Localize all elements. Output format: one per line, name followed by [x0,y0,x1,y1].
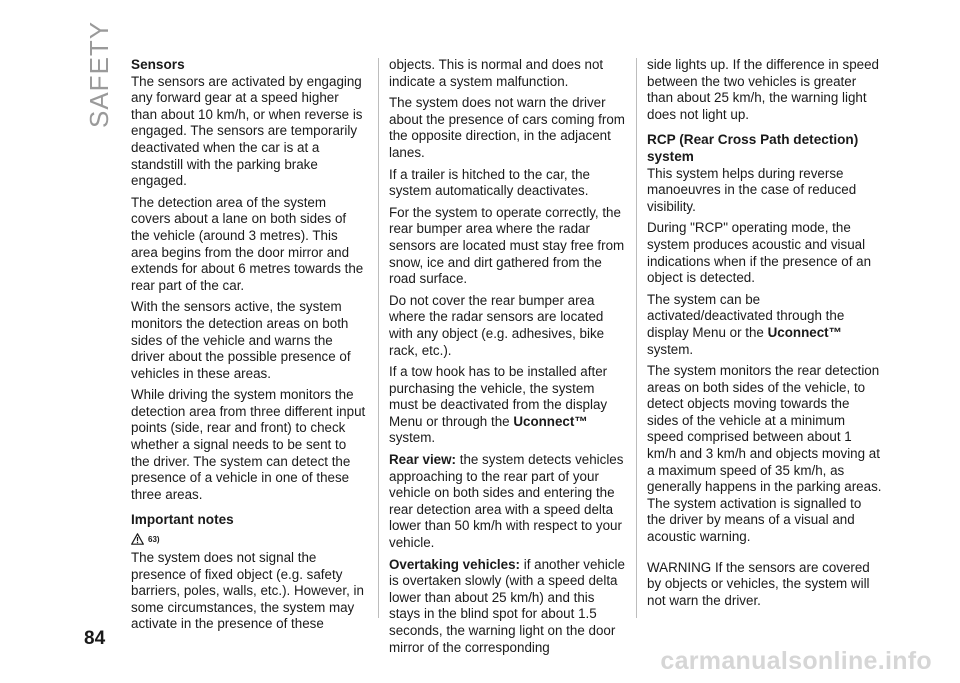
text: system. [647,341,694,357]
column-3 [647,57,883,614]
watermark: carmanualsonline.info [660,647,932,675]
paragraph: Do not cover the rear bumper area where the radar sensors are located with any object (e.g. adhesives, bike rack, etc.). [389,292,605,358]
warning-paragraph: WARNING If the sensors are covered by objects or vehicles, the system will not warn the driver. [647,559,870,608]
paragraph-rear-view [389,452,625,552]
paragraph-activation [647,292,883,358]
paragraph: With the sensors active, the system monitors the detection areas on both sides of the vehicle and warns the driver about the possible presence of vehicles in these areas. [131,299,351,381]
paragraph: During "RCP" operating mode, the system produces acoustic and visual indications when if the presence of an object is detected. [647,220,872,286]
text: if another vehicle is overtaken slowly (with a speed delta lower than about 25 km/h) and this stays in the blind spot for about 1.5 seconds, the warning light on the door mirror of the corresponding [389,556,625,655]
paragraph: The system monitors the rear detection areas on both sides of the vehicle, to detect objects moving towards the sides of the vehicle at a minimum speed comprised between about 1 km/h and 3 km/h and objects moving at a maximum speed of 35 km/h, as generally happens in the parking areas. The system activation is signalled to the driver by means of a visual and acoustic warning. [647,363,882,545]
warning-note [131,530,367,547]
text: the system detects vehicles approaching to the rear part of your vehicle on both sides and entering the rear detection area with a speed delta lower than 50 km/h with respect to your vehicle. [389,452,624,551]
column-2 [389,57,625,661]
heading-important-notes: Important notes [131,512,234,528]
section-tab [84,20,116,128]
uconnect-label: Uconnect™ [767,324,842,340]
warning-triangle-icon [131,533,144,545]
paragraph: The sensors are activated by engaging any forward gear at a speed higher than about 10 km/h, or when reverse is engaged. The sensors are temporarily deactivated when the car is at a standstill with the parking brake engaged. [131,73,363,189]
paragraph-tow-hook [389,364,625,447]
paragraph: While driving the system monitors the detection area from three different input points (side, rear and front) to check whether a signal needs to be sent to the driver. The system can detect the presence of a vehicle in one of these three areas. [131,387,366,502]
uconnect-label: Uconnect™ [513,413,588,429]
heading-rcp-system: RCP (Rear Cross Path detection) system [647,132,859,164]
text: If a tow hook has to be installed after purchasing the vehicle, the system must be deactivated from the display Menu or through the [389,364,608,429]
paragraph: This system helps during reverse manoeuvres in the case of reduced visibility. [647,165,857,214]
paragraph: side lights up. If the difference in speed between the two vehicles is greater than about 25 km/h, the warning light does not light up. [647,57,880,122]
paragraph-overtaking [389,557,625,657]
paragraph: The system does not signal the presence of fixed object (e.g. safety barriers, poles, walls, etc.). However, in some circumstances, the system may activate in the presence of these [131,550,364,632]
column-1 [131,57,367,638]
warning-reference: 63) [148,535,160,545]
text: system. [389,430,436,446]
term-rear-view: Rear view: [389,452,456,468]
page-number: 84 [84,628,106,649]
column-divider [636,58,637,618]
section-title: SAFETY [84,20,114,128]
paragraph: The system does not warn the driver about the presence of cars coming from the opposite direction, in the adjacent lanes. [389,95,625,160]
paragraph: The detection area of the system covers about a lane on both sides of the vehicle (around 3 metres). This area begins from the door mirror and extends for about 6 metres towards the rear part of the car. [131,194,364,293]
paragraph: If a trailer is hitched to the car, the system automatically deactivates. [389,166,590,199]
heading-sensors: Sensors [131,57,185,72]
term-overtaking-vehicles: Overtaking vehicles: [389,556,520,572]
paragraph: objects. This is normal and does not indicate a system malfunction. [389,57,604,89]
paragraph: For the system to operate correctly, the rear bumper area where the radar sensors are located must stay free from snow, ice and dirt gathered from the road surface. [389,204,625,287]
text: The system can be activated/deactivated through the display Menu or the [647,291,845,340]
column-divider [378,58,379,618]
